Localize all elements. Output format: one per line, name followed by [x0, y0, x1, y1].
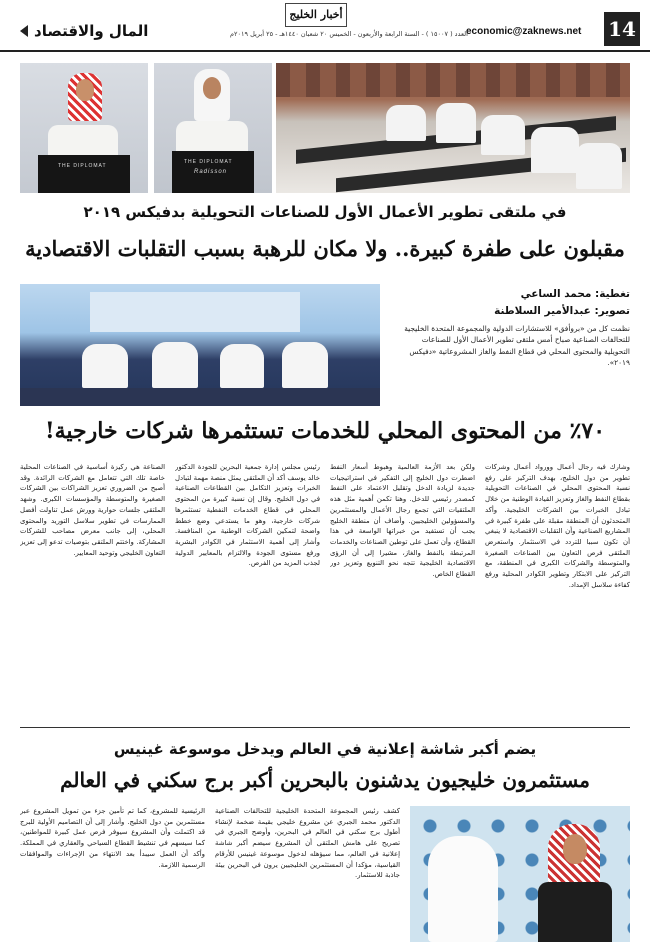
section-label: المال والاقتصاد [34, 22, 149, 40]
story1-credits [398, 288, 630, 369]
story3-headline: مستثمرون خليجيون يدشنون بالبحرين أكبر برج سكني في العالم [60, 768, 590, 792]
story2-body [20, 462, 630, 718]
photo-interview [410, 806, 630, 942]
page-number: 14 [604, 12, 640, 46]
newspaper-logo: أخبار الخليج [285, 3, 347, 27]
story2-headline: ٧٠٪ من المحتوى المحلي للخدمات تستثمرها شركات خارجية! [44, 418, 606, 444]
issue-dateline: العدد ( ١٥٠٠٧ ) - السنة الرابعة والأربعون - الخميس ٢٠ شعبان ١٤٤٠هـ - ٢٥ أبريل ٢٠١٩م [230, 30, 468, 38]
photo-speaker-left [20, 63, 148, 193]
story2-column-2: ولكن بعد الأزمة العالمية وهبوط أسعار النفط اضطرت دول الخليج إلى التفكير في استراتيجيات جديدة لزيادة الدخل وتقليل الاعتماد على النفط كمصدر رئيسي للدخل. وهنا تكمن أهمية مثل هذه الملتقيات التي تجمع رجال الأعمال والمستثمرين والمسؤولين الخليجيين. وأضاف أن منطقة الخليج يجب أن تستفيد من خبراتها الواسعة في هذا القطاع، وأن تعمل على توطين الصناعات والخدمات المرتبطة بالنفط والغاز، مشيرا إلى أن الرؤى الاقتصادية الخليجية تتجه نحو التنويع وتعزيز دور القطاع الخاص. [330, 463, 475, 579]
story1-kicker: في ملتقى تطوير الأعمال الأول للصناعات التحويلية بدفيكس ٢٠١٩ [83, 203, 567, 221]
story3-kicker: يضم أكبر شاشة إعلانية في العالم ويدخل موسوعة غينيس [113, 740, 537, 758]
byline: تغطية: محمد الساعي [520, 288, 630, 300]
section-title [20, 22, 148, 40]
story2-column-1: وشارك فيه رجال أعمال وورواد أعمال وشركات تطوير من دول الخليج، بهدف التركيز على رفع نسبة المحتوى المحلي في الصناعات التحويلية بقطاع النفط والغاز وتعزيز القيادة الوطنية من خلال تبادل الخبرات بين الشركات الخليجية. وأكد المتحدثون أن المنطقة مقبلة على طفرة كبيرة في المشاريع الصناعية وأن التقلبات الاقتصادية لا ينبغي أن تكون سببا للتردد في الاستثمار. واستعرض الملتقى فرص التعاون بين الصناعات الصغيرة والمتوسطة والشركات الكبرى في المنطقة، مع التركيز على الابتكار وتطوير الكوادر المحلية ورفع كفاءة سلاسل الإمداد. [485, 463, 630, 589]
section-email[interactable]: economic@zaknews.net [466, 26, 582, 37]
photographer-credit: تصوير: عبدالأمير السلاطنة [494, 305, 630, 317]
photo-speaker-right [154, 63, 272, 193]
podium-label-right: THE DIPLOMAT [184, 159, 233, 165]
story2-column-3: رئيس مجلس إدارة جمعية البحرين للجودة الدكتور خالد يوسف أكد أن الملتقى يمثل منصة مهمة لتبادل الخبرات وتعزيز التكامل بين القطاعات الصناعية في دول الخليج. وقال إن نسبة كبيرة من المحتوى المحلي في قطاع الخدمات النفطية تستثمرها شركات خارجية، وهو ما يستدعي وضع خطط واضحة لتمكين الشركات الوطنية من المنافسة. وأشار إلى أهمية الاستثمار في الكوادر البشرية ورفع مستوى الجودة والالتزام بالمعايير الدولية لجذب المزيد من الفرص. [175, 463, 320, 568]
photo-audience [276, 63, 630, 193]
page-header [0, 0, 650, 52]
story3-body [20, 806, 400, 942]
podium-brand-right: Radisson [194, 169, 228, 175]
story3-column-1: كشف رئيس المجموعة المتحدة الخليجية للتحالفات الصناعية الدكتور محمد الجبري عن مشروع خليجي بقيمة ضخمة لإنشاء أطول برج سكني في العالم في البحرين، وأوضح الجبري في تصريح على هامش الملتقى أن المشروع سيضم أكبر شاشة إعلانية في العالم، مما سيؤهله لدخول موسوعة غينيس للأرقام القياسية، مؤكدا أن المستثمرين الخليجيين يرون في البحرين بيئة جاذبة للاستثمار. [215, 807, 400, 880]
story1-headline: مقبلون على طفرة كبيرة.. ولا مكان للرهبة بسبب التقلبات الاقتصادية [25, 236, 625, 261]
section-arrow-icon [20, 25, 28, 37]
story-divider [20, 727, 630, 728]
story2-column-4: الصناعة هي ركيزة أساسية في الصناعات المحلية خاصة تلك التي تتعامل مع الشركات الرائدة. وقد أصبح من الضروري تعزيز الشراكات بين الشركات الصغيرة والمتوسطة والمؤسسات الكبرى. وشهد الملتقى جلسات حوارية وورش عمل تناولت أفضل الممارسات في تطوير سلاسل التوريد والمحتوى المحلي، إلى جانب معرض مصاحب للشركات المشاركة. واختتم الملتقى بتوصيات تدعو إلى تعزيز التعاون الخليجي وتوحيد المعايير. [20, 463, 165, 557]
story1-intro: نظمت كل من «بروأفق» للاستشارات الدولية والمجموعة المتحدة الخليجية للتحالفات الصناعية صباح أمس ملتقى تطوير الأعمال الأول للصناعات التحويلية والمحتوى المحلي في قطاع النفط والغاز المشروعاتية «دفيكس ٢٠١٩». [404, 324, 630, 368]
story3-column-2: الرئيسية للمشروع، كما تم تأمين جزء من تمويل المشروع عبر مستثمرين من دول الخليج. وأشار إلى أن التصاميم الأولية للبرج قد اكتملت وأن المشروع سيوفر فرص عمل كبيرة للمواطنين، كما سيسهم في تنشيط القطاع السياحي والعقاري في المملكة. وأكد أن العمل سيبدأ بعد الانتهاء من الإجراءات والموافقات الرسمية اللازمة. [20, 807, 205, 869]
podium-label-left: THE DIPLOMAT [58, 163, 107, 169]
photo-panel-discussion [20, 284, 380, 406]
